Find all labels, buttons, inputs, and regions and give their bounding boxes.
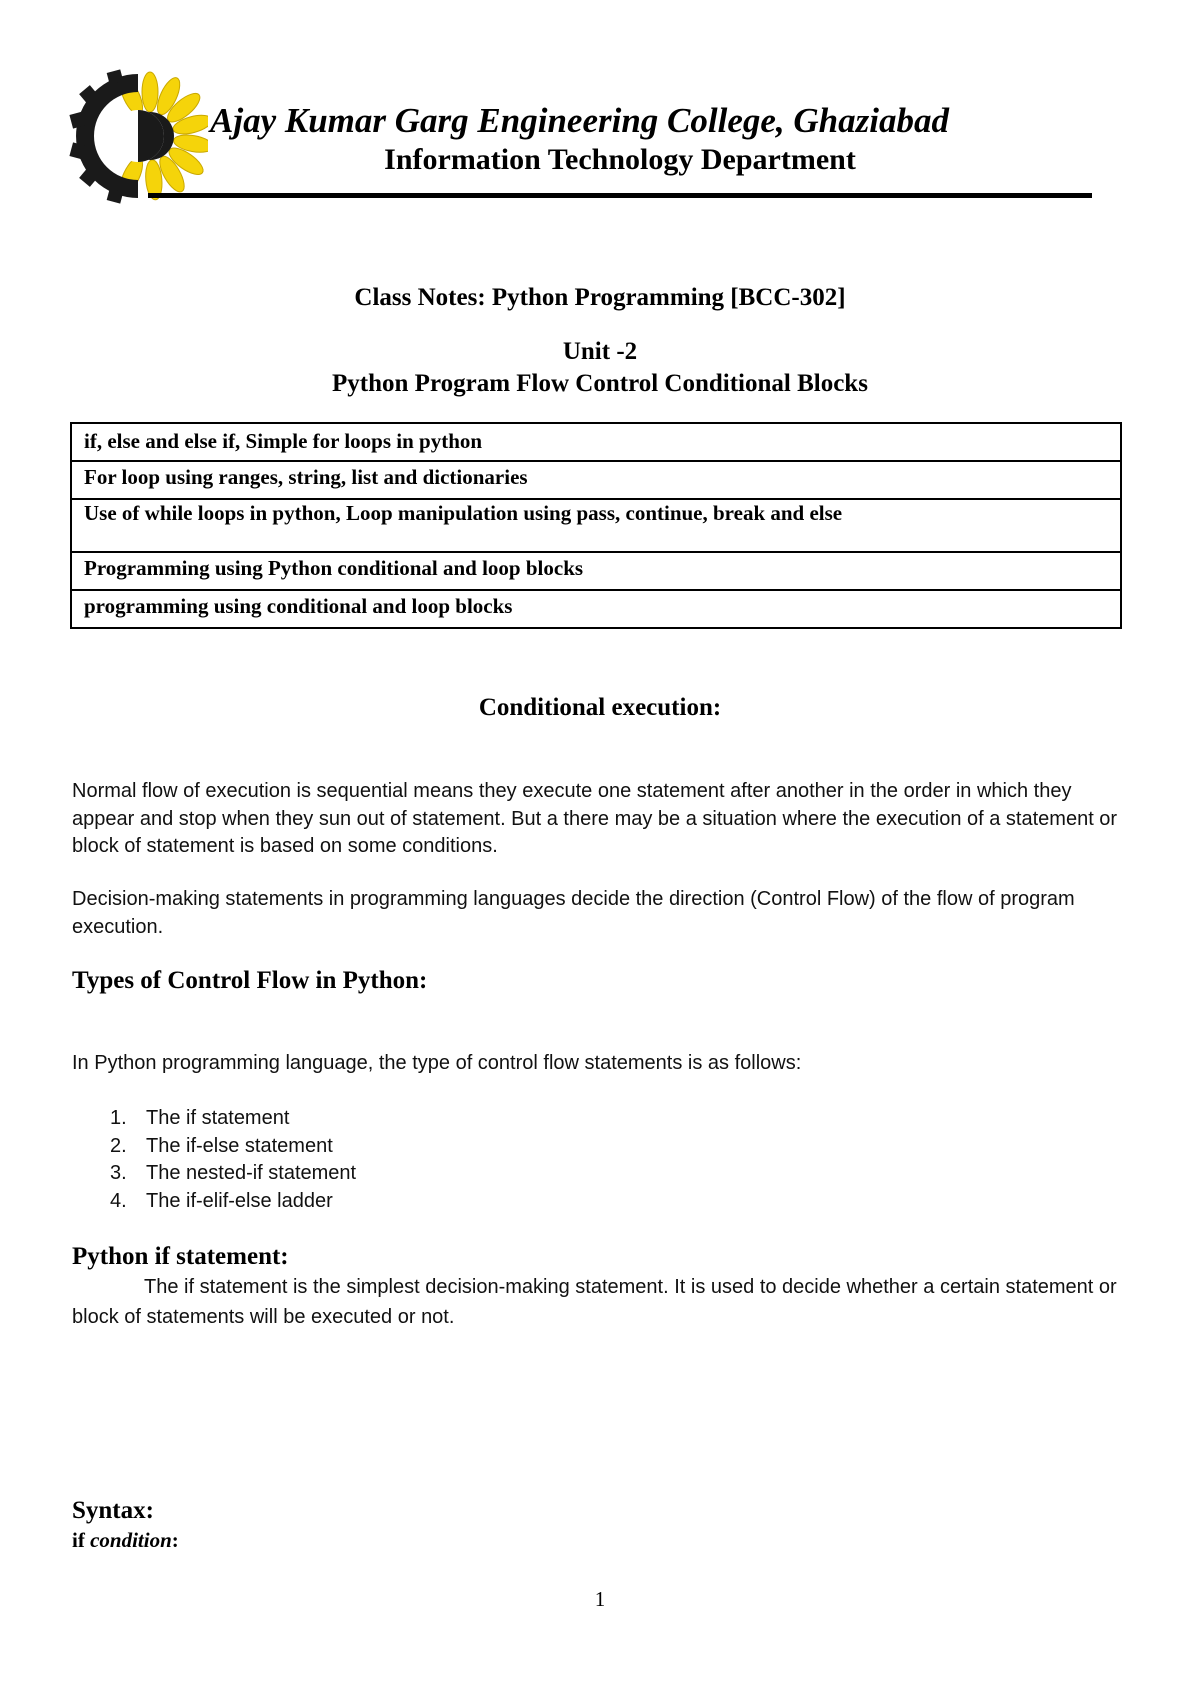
syntax-heading: Syntax:: [72, 1497, 154, 1524]
topic-cell: For loop using ranges, string, list and dictionaries: [71, 461, 1121, 499]
list-item: [110, 1160, 356, 1188]
page-number: 1: [594, 1587, 606, 1611]
list-number: 3.: [110, 1162, 127, 1184]
list-text: The if-else statement: [146, 1134, 333, 1157]
topic-cell: Programming using Python conditional and loop blocks: [71, 552, 1121, 590]
topic-row: [71, 423, 1121, 461]
syntax-keyword: if: [72, 1528, 85, 1552]
list-item: [110, 1133, 356, 1161]
class-notes-title: Class Notes: Python Programming [BCC-302]: [354, 284, 846, 311]
decision-paragraph: Decision-making statements in programming languages decide the direction (Control Flow) of the flow of program execution.: [72, 888, 1075, 938]
topic-row: [71, 590, 1121, 628]
topic-row: [71, 499, 1121, 552]
list-number: 1.: [110, 1107, 127, 1129]
college-logo-icon: [68, 68, 208, 208]
list-number: 4.: [110, 1189, 127, 1212]
topic-row: [71, 461, 1121, 499]
types-heading: Types of Control Flow in Python:: [72, 967, 428, 994]
control-flow-list: [110, 1105, 356, 1215]
list-item: [110, 1105, 356, 1133]
conditional-execution-heading: Conditional execution:: [478, 694, 722, 721]
if-statement-heading: Python if statement:: [72, 1243, 289, 1270]
list-number: 2.: [110, 1134, 127, 1157]
list-text: The nested-if statement: [146, 1162, 357, 1184]
list-text: The if statement: [146, 1107, 290, 1129]
topic-cell: programming using conditional and loop blocks: [71, 590, 1121, 628]
list-item: [110, 1188, 356, 1216]
syntax-colon: :: [171, 1528, 179, 1552]
topic-cell: if, else and else if, Simple for loops in python: [71, 423, 1121, 461]
if-statement-paragraph: The if statement is the simplest decision-making statement. It is used to decide whether a certain statement or block of statements will be executed or not.: [72, 1276, 1117, 1328]
types-intro: In Python programming language, the type of control flow statements is as follows:: [72, 1052, 802, 1074]
department-name: Information Technology Department: [384, 143, 856, 176]
syntax-line: [72, 1527, 179, 1553]
flow-paragraph: Normal flow of execution is sequential means they execute one statement after another in the order in which they appear and stop when they sun out of statement. But a there may be a situation where the execution of a statement or block of statement is based on some conditions.: [72, 780, 1118, 857]
unit-title: Python Program Flow Control Conditional Blocks: [332, 370, 868, 397]
list-text: The if-elif-else ladder: [146, 1189, 333, 1212]
topic-row: [71, 552, 1121, 590]
topics-table: [70, 422, 1122, 629]
unit-number: Unit -2: [562, 338, 638, 365]
topic-cell: Use of while loops in python, Loop manipulation using pass, continue, break and else: [71, 499, 1121, 552]
header-divider: [148, 193, 1092, 198]
syntax-condition: condition: [90, 1528, 172, 1552]
college-name: Ajay Kumar Garg Engineering College, Ghaziabad: [210, 101, 949, 140]
